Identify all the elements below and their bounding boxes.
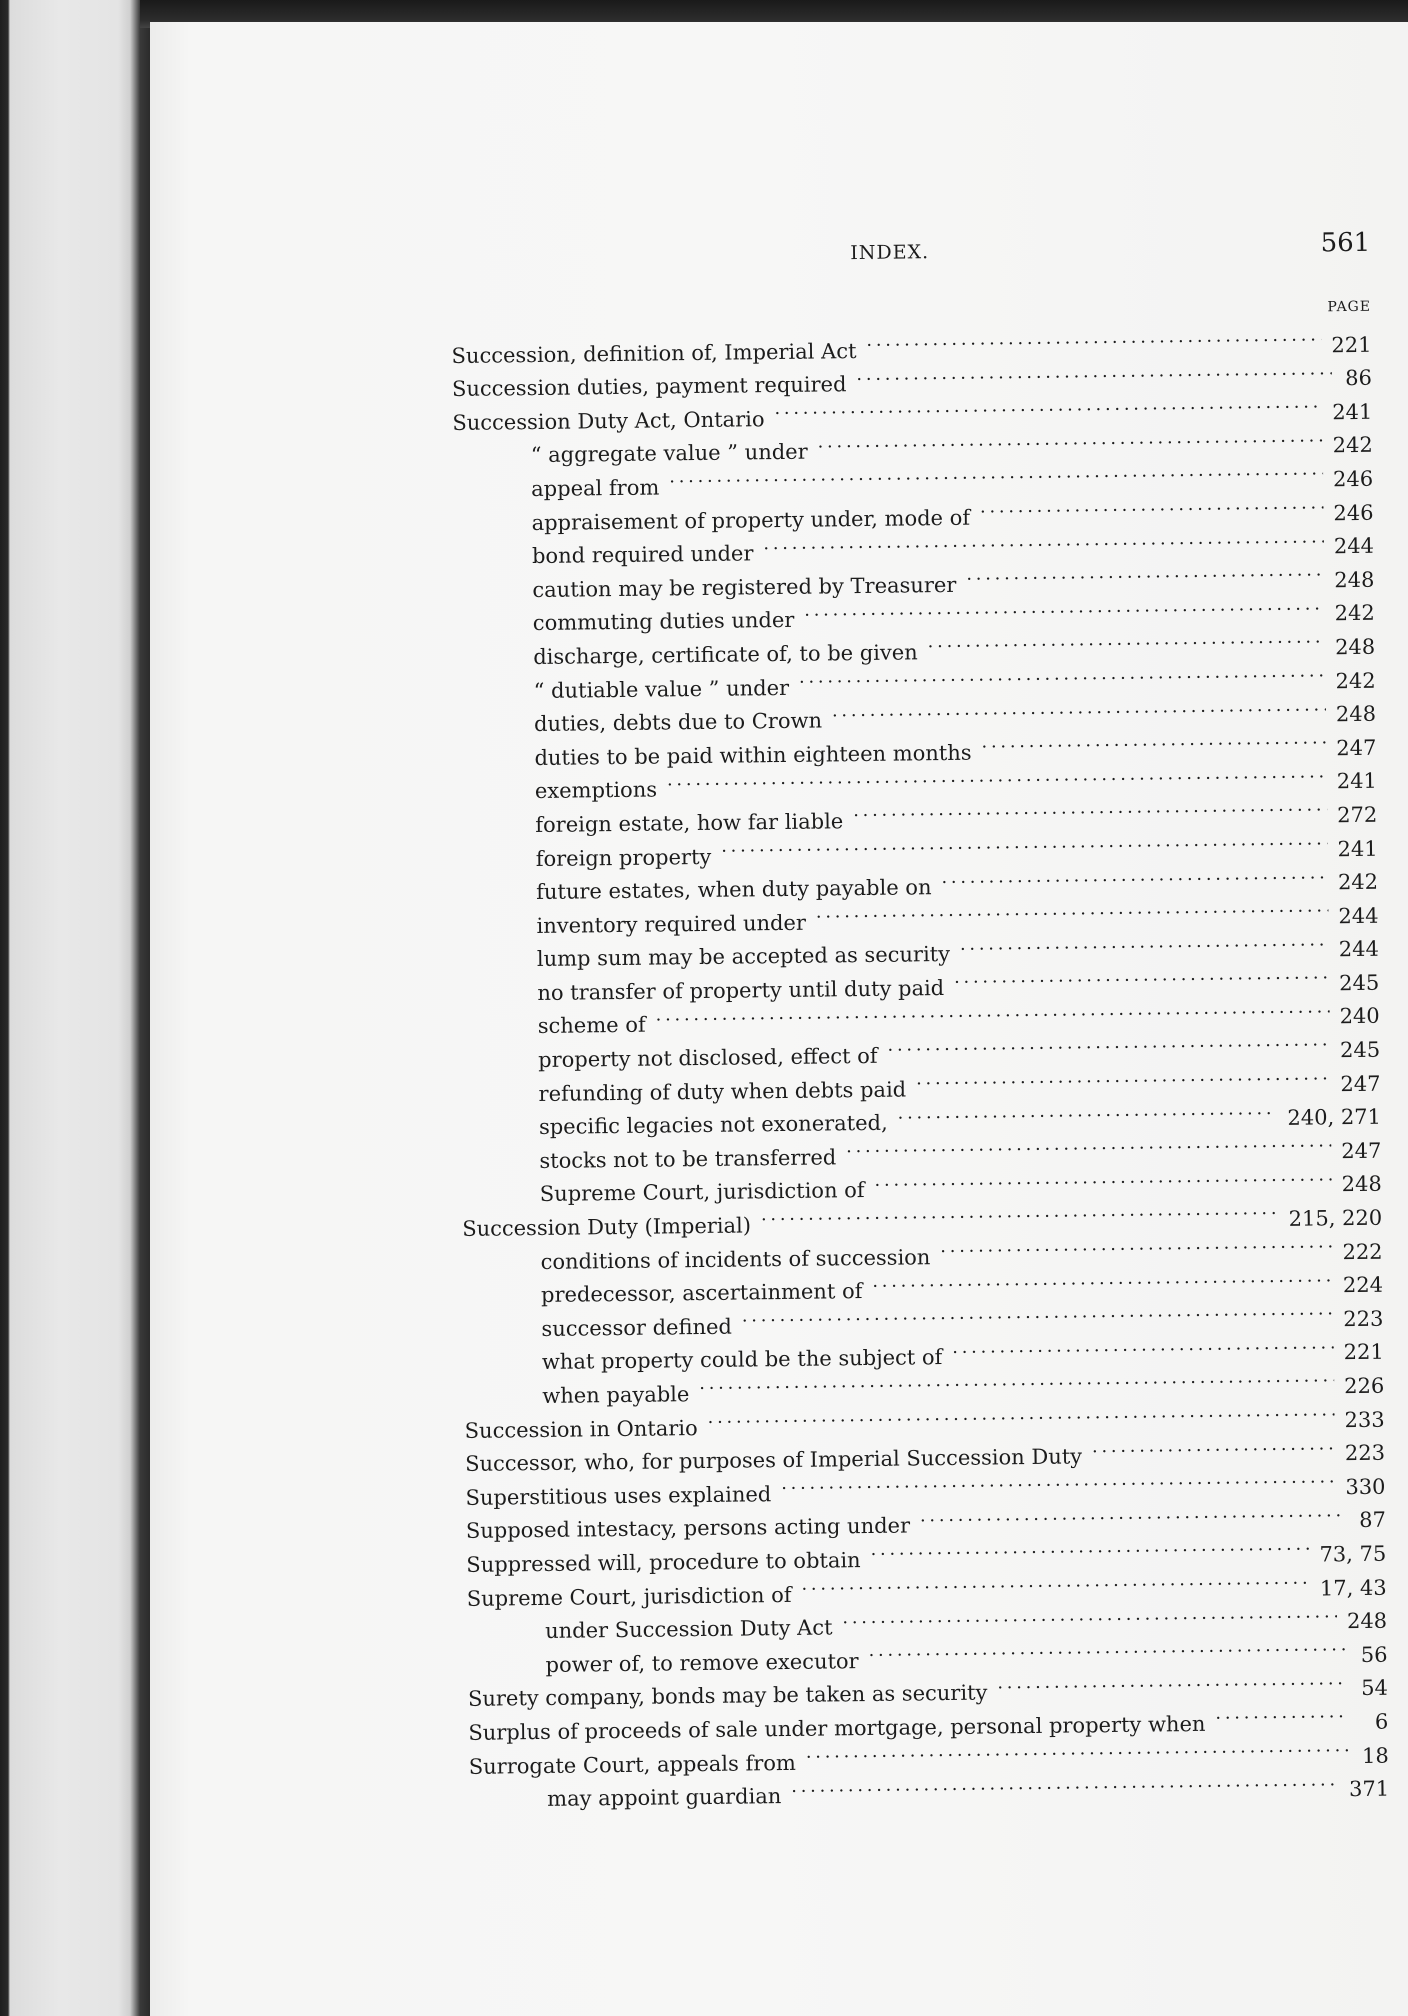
entry-term: Supreme Court, jurisdiction of (466, 1582, 792, 1611)
entry-term: when payable (542, 1382, 690, 1408)
entry-pages: 224 (1342, 1272, 1384, 1298)
entry-pages: 87 (1358, 1508, 1387, 1533)
entry-term: under Succession Duty Act (545, 1615, 833, 1644)
dot-leader (866, 318, 1321, 357)
entry-pages: 248 (1335, 701, 1377, 727)
entry-pages: 246 (1333, 500, 1374, 525)
entry-term: may appoint guardian (547, 1784, 782, 1812)
entry-pages: 244 (1333, 533, 1375, 559)
dot-leader (916, 1057, 1331, 1096)
entry-pages: 247 (1336, 735, 1377, 760)
entry-pages: 223 (1344, 1440, 1386, 1466)
entry-term: Surrogate Court, appeals from (468, 1750, 797, 1779)
entry-term: Surplus of proceeds of sale under mortgage, personal property when (468, 1711, 1206, 1745)
entry-pages: 6 (1374, 1709, 1389, 1734)
dot-leader (997, 1662, 1348, 1700)
dot-leader (940, 1225, 1333, 1263)
entry-pages: 241 (1332, 399, 1373, 425)
entry-term: Suppressed will, procedure to obtain (466, 1548, 861, 1577)
entry-pages: 221 (1331, 332, 1372, 357)
entry-term: property not disclosed, effect of (538, 1043, 878, 1073)
entry-pages: 221 (1343, 1340, 1384, 1365)
entry-pages: 226 (1343, 1373, 1385, 1399)
dot-leader (872, 1259, 1333, 1298)
dot-leader (981, 721, 1326, 759)
entry-pages: 73, 75 (1319, 1541, 1387, 1567)
entry-pages: 242 (1335, 668, 1376, 693)
entry-term: specific legacies not exonerated, (538, 1110, 888, 1140)
entry-term: commuting duties under (532, 608, 795, 636)
entry-term: predecessor, ascertainment of (540, 1279, 863, 1308)
entry-term: “ dutiable value ” under (533, 675, 790, 703)
dot-leader (920, 1494, 1346, 1533)
entry-pages: 330 (1345, 1474, 1386, 1499)
entry-pages: 242 (1334, 601, 1375, 626)
entry-term: “ aggregate value ” under (530, 440, 808, 468)
running-head: INDEX. (850, 241, 930, 265)
entry-term: successor defined (541, 1314, 733, 1341)
entry-pages: 248 (1334, 567, 1375, 592)
dot-leader (980, 486, 1324, 524)
entry-pages: 247 (1341, 1138, 1382, 1164)
entry-term: inventory required under (536, 910, 807, 938)
entry-pages: 18 (1361, 1743, 1389, 1768)
entry-pages: 244 (1338, 903, 1379, 928)
entry-term: Supposed intestacy, persons acting under (465, 1513, 911, 1544)
entry-term: foreign property (535, 844, 712, 871)
dot-leader (960, 923, 1329, 961)
adjacent-page-edge (0, 0, 150, 2016)
entry-pages: 215, 220 (1288, 1205, 1383, 1231)
dot-leader (1215, 1695, 1348, 1730)
page-header (450, 216, 1371, 283)
dot-leader (874, 1158, 1331, 1197)
entry-term: Succession, definition of, Imperial Act (451, 338, 857, 368)
dot-leader (1092, 1427, 1335, 1464)
entry-pages: 242 (1332, 433, 1373, 458)
dot-leader (927, 621, 1325, 659)
entry-term: Surety company, bonds may be taken as security (467, 1680, 988, 1712)
index-content (450, 216, 1390, 1812)
entry-pages: 241 (1337, 836, 1378, 861)
entry-pages: 272 (1337, 802, 1378, 828)
entry-pages: 242 (1337, 869, 1379, 895)
entry-pages: 240 (1339, 1004, 1380, 1029)
index-entries (451, 318, 1390, 1812)
entry-term: Supreme Court, jurisdiction of (539, 1178, 865, 1207)
entry-term: stocks not to be transferred (539, 1145, 837, 1173)
dot-leader (952, 1326, 1334, 1364)
entry-term: appeal from (531, 475, 660, 501)
dot-leader (870, 1528, 1309, 1567)
entry-pages: 245 (1339, 1037, 1381, 1063)
entry-term: caution may be registered by Treasurer (532, 572, 957, 602)
entry-term: duties to be paid within eighteen months (534, 740, 972, 770)
entry-pages: 17, 43 (1319, 1575, 1387, 1601)
entry-term: lump sum may be accepted as security (536, 942, 951, 972)
dot-leader (887, 1024, 1330, 1063)
entry-term: future estates, when duty payable on (535, 875, 932, 905)
entry-term: Succession Duty (Imperial) (462, 1213, 752, 1241)
entry-pages: 223 (1343, 1306, 1384, 1331)
book-page (150, 22, 1408, 2016)
entry-pages: 248 (1346, 1608, 1388, 1634)
entry-term: duties, debts due to Crown (533, 708, 823, 737)
entry-pages: 86 (1345, 365, 1373, 391)
entry-term: Succession Duty Act, Ontario (452, 406, 765, 435)
entry-term: appraisement of property under, mode of (531, 505, 971, 535)
entry-term: foreign estate, how far liable (535, 809, 844, 837)
entry-pages: 244 (1338, 936, 1380, 962)
dot-leader (791, 1763, 1339, 1803)
entry-term: conditions of incidents of succession (540, 1244, 931, 1274)
entry-term: what property could be the subject of (541, 1345, 943, 1375)
entry-term: Successor, who, for purposes of Imperial Succession Duty (464, 1444, 1083, 1477)
dot-leader (954, 957, 1329, 995)
entry-term: no transfer of property until duty paid (537, 975, 945, 1005)
page-number: 561 (1320, 227, 1371, 259)
dot-leader (941, 856, 1328, 894)
entry-term: power of, to remove executor (545, 1648, 859, 1677)
entry-pages: 247 (1340, 1071, 1381, 1096)
entry-pages: 54 (1361, 1675, 1389, 1701)
dot-leader (897, 1092, 1277, 1130)
page-column-label: PAGE (1327, 298, 1372, 316)
entry-pages: 241 (1336, 769, 1377, 794)
entry-term: refunding of duty when debts paid (538, 1077, 907, 1106)
entry-pages: 245 (1339, 970, 1380, 996)
entry-term: Succession duties, payment required (451, 372, 847, 402)
entry-pages: 222 (1342, 1239, 1383, 1264)
entry-pages: 248 (1334, 634, 1376, 660)
entry-term: Superstitious uses explained (465, 1481, 772, 1510)
entry-pages: 233 (1344, 1407, 1385, 1432)
entry-term: exemptions (534, 777, 658, 804)
entry-pages: 246 (1332, 466, 1374, 492)
entry-term: bond required under (531, 541, 754, 569)
dot-leader (966, 554, 1324, 592)
entry-term: scheme of (537, 1013, 646, 1039)
entry-term: Succession in Ontario (464, 1415, 698, 1443)
entry-pages: 248 (1341, 1172, 1382, 1197)
entry-pages: 240, 271 (1287, 1104, 1382, 1131)
entry-term: discharge, certificate of, to be given (533, 640, 918, 669)
entry-pages: 371 (1348, 1776, 1390, 1802)
entry-pages: 56 (1360, 1642, 1388, 1667)
